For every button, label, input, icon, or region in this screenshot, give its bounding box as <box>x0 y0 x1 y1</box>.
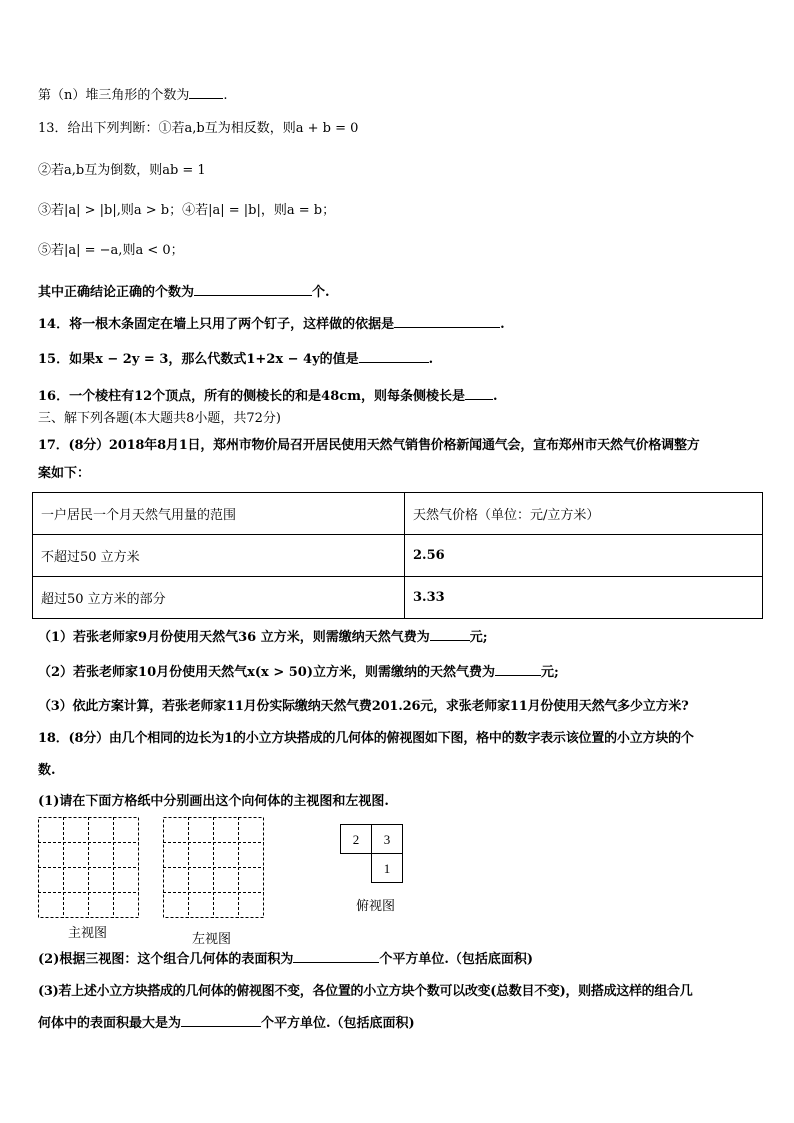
q18-sub-3-text: 何体中的表面积最大是为 <box>38 1016 182 1031</box>
front-view-caption: 主视图 <box>68 926 108 941</box>
table-cell: 不超过50 立方米 <box>33 535 405 577</box>
top-view-diagram <box>340 824 404 884</box>
gas-price-table <box>32 492 763 619</box>
q18-sub-2-end: 个平方单位.（包括底面积) <box>379 952 534 967</box>
q15-text: 15．如果x − 2y = 3，那么代数式1+2x − 4y的值是 <box>38 352 359 367</box>
q18-line-2: 数. <box>38 763 56 778</box>
q17-sub-1-text: （1）若张老师家9月份使用天然气36 立方米，则需缴纳天然气费为 <box>38 630 430 645</box>
table-header-row <box>33 493 763 535</box>
top-view-caption: 俯视图 <box>356 899 396 914</box>
q18-sub-3-end: 个平方单位.（包括底面积) <box>261 1016 415 1031</box>
table-header-cell: 一户居民一个月天然气用量的范围 <box>33 493 405 535</box>
q17-line-2: 案如下： <box>38 466 91 481</box>
q17-sub-2 <box>38 661 559 682</box>
q14 <box>38 313 505 334</box>
q18-sub-3-line-1: (3)若上述小立方块搭成的几何体的俯视图不变，各位置的小立方块个数可以改变(总数目不变)，则搭成这样的组合几 <box>38 984 693 999</box>
left-view-grid[interactable] <box>163 817 264 918</box>
q18-line-1: 18．(8分）由几个相同的边长为1的小立方块搭成的几何体的俯视图如下图，格中的数字表示该位置的小立方块的个 <box>38 731 694 746</box>
q18-sub-1: (1)请在下面方格纸中分别画出这个向何体的主视图和左视图. <box>38 794 389 809</box>
q18-sub-2 <box>38 948 533 969</box>
top-view-cell-number: 1 <box>383 861 391 876</box>
q13-line-3: ③若|a| > |b|,则a > b；④若|a| = |b|，则a = b； <box>38 203 336 218</box>
q14-answer-blank[interactable] <box>394 313 500 328</box>
q13-conclusion <box>38 281 330 302</box>
q17-sub-2-text: （2）若张老师家10月份使用天然气x(x > 50)立方米，则需缴纳的天然气费为 <box>38 665 495 680</box>
q13-line-4: ⑤若|a| = −a,则a < 0； <box>38 243 184 258</box>
q17-sub-1-blank[interactable] <box>430 626 470 641</box>
front-view-grid[interactable] <box>38 817 139 918</box>
table-cell: 超过50 立方米的部分 <box>33 577 405 619</box>
q15-answer-blank[interactable] <box>359 348 429 363</box>
table-row <box>33 535 763 577</box>
q12-answer-blank[interactable] <box>189 84 223 99</box>
q15 <box>38 348 433 369</box>
top-view-cell-number: 2 <box>352 832 360 847</box>
q17-line-1: 17．(8分）2018年8月1日，郑州市物价局召开居民使用天然气销售价格新闻通气会，宣布郑州市天然气价格调整方 <box>38 438 700 453</box>
q18-sub-2-blank[interactable] <box>293 948 379 963</box>
section-3-title: 三、解下列各题(本大题共8小题，共72分) <box>38 411 281 426</box>
q16-answer-blank[interactable] <box>465 385 493 400</box>
q18-sub-3-blank[interactable] <box>181 1012 261 1027</box>
q12-tail <box>38 84 228 105</box>
q17-sub-2-blank[interactable] <box>495 661 541 676</box>
q17-sub-2-end: 元; <box>540 665 559 680</box>
q13-conclusion-text: 其中正确结论正确的个数为 <box>38 285 195 300</box>
q13-line-1: 13．给出下列判断：①若a,b互为相反数，则a + b = 0 <box>38 121 359 136</box>
left-view-caption: 左视图 <box>192 932 232 947</box>
q12-tail-text: 第（n）堆三角形的个数为 <box>38 88 190 103</box>
q16-end: . <box>492 389 498 404</box>
q17-sub-1-end: 元; <box>469 630 488 645</box>
q13-line-2: ②若a,b互为倒数，则ab = 1 <box>38 163 206 178</box>
q15-end: . <box>428 352 434 367</box>
q14-end: . <box>500 317 505 332</box>
table-row <box>33 577 763 619</box>
q17-sub-3: （3）依此方案计算，若张老师家11月份实际缴纳天然气费201.26元，求张老师家11月份使用天然气多少立方米? <box>38 699 689 714</box>
q18-sub-3-line-2 <box>38 1012 415 1033</box>
table-cell: 3.33 <box>405 577 763 619</box>
table-cell: 2.56 <box>405 535 763 577</box>
q16 <box>38 385 497 406</box>
q13-answer-blank[interactable] <box>194 281 312 296</box>
top-view-cell-number: 3 <box>383 832 391 847</box>
q14-text: 14．将一根木条固定在墙上只用了两个钉子，这样做的依据是 <box>38 317 395 332</box>
q12-tail-end: . <box>223 88 228 103</box>
q16-text: 16．一个棱柱有12个顶点，所有的侧棱长的和是48cm，则每条侧棱长是 <box>38 389 465 404</box>
table-header-cell: 天然气价格（单位：元/立方米） <box>405 493 763 535</box>
q17-sub-1 <box>38 626 488 647</box>
q18-sub-2-text: (2)根据三视图：这个组合几何体的表面积为 <box>38 952 294 967</box>
q13-conclusion-end: 个. <box>312 285 330 300</box>
